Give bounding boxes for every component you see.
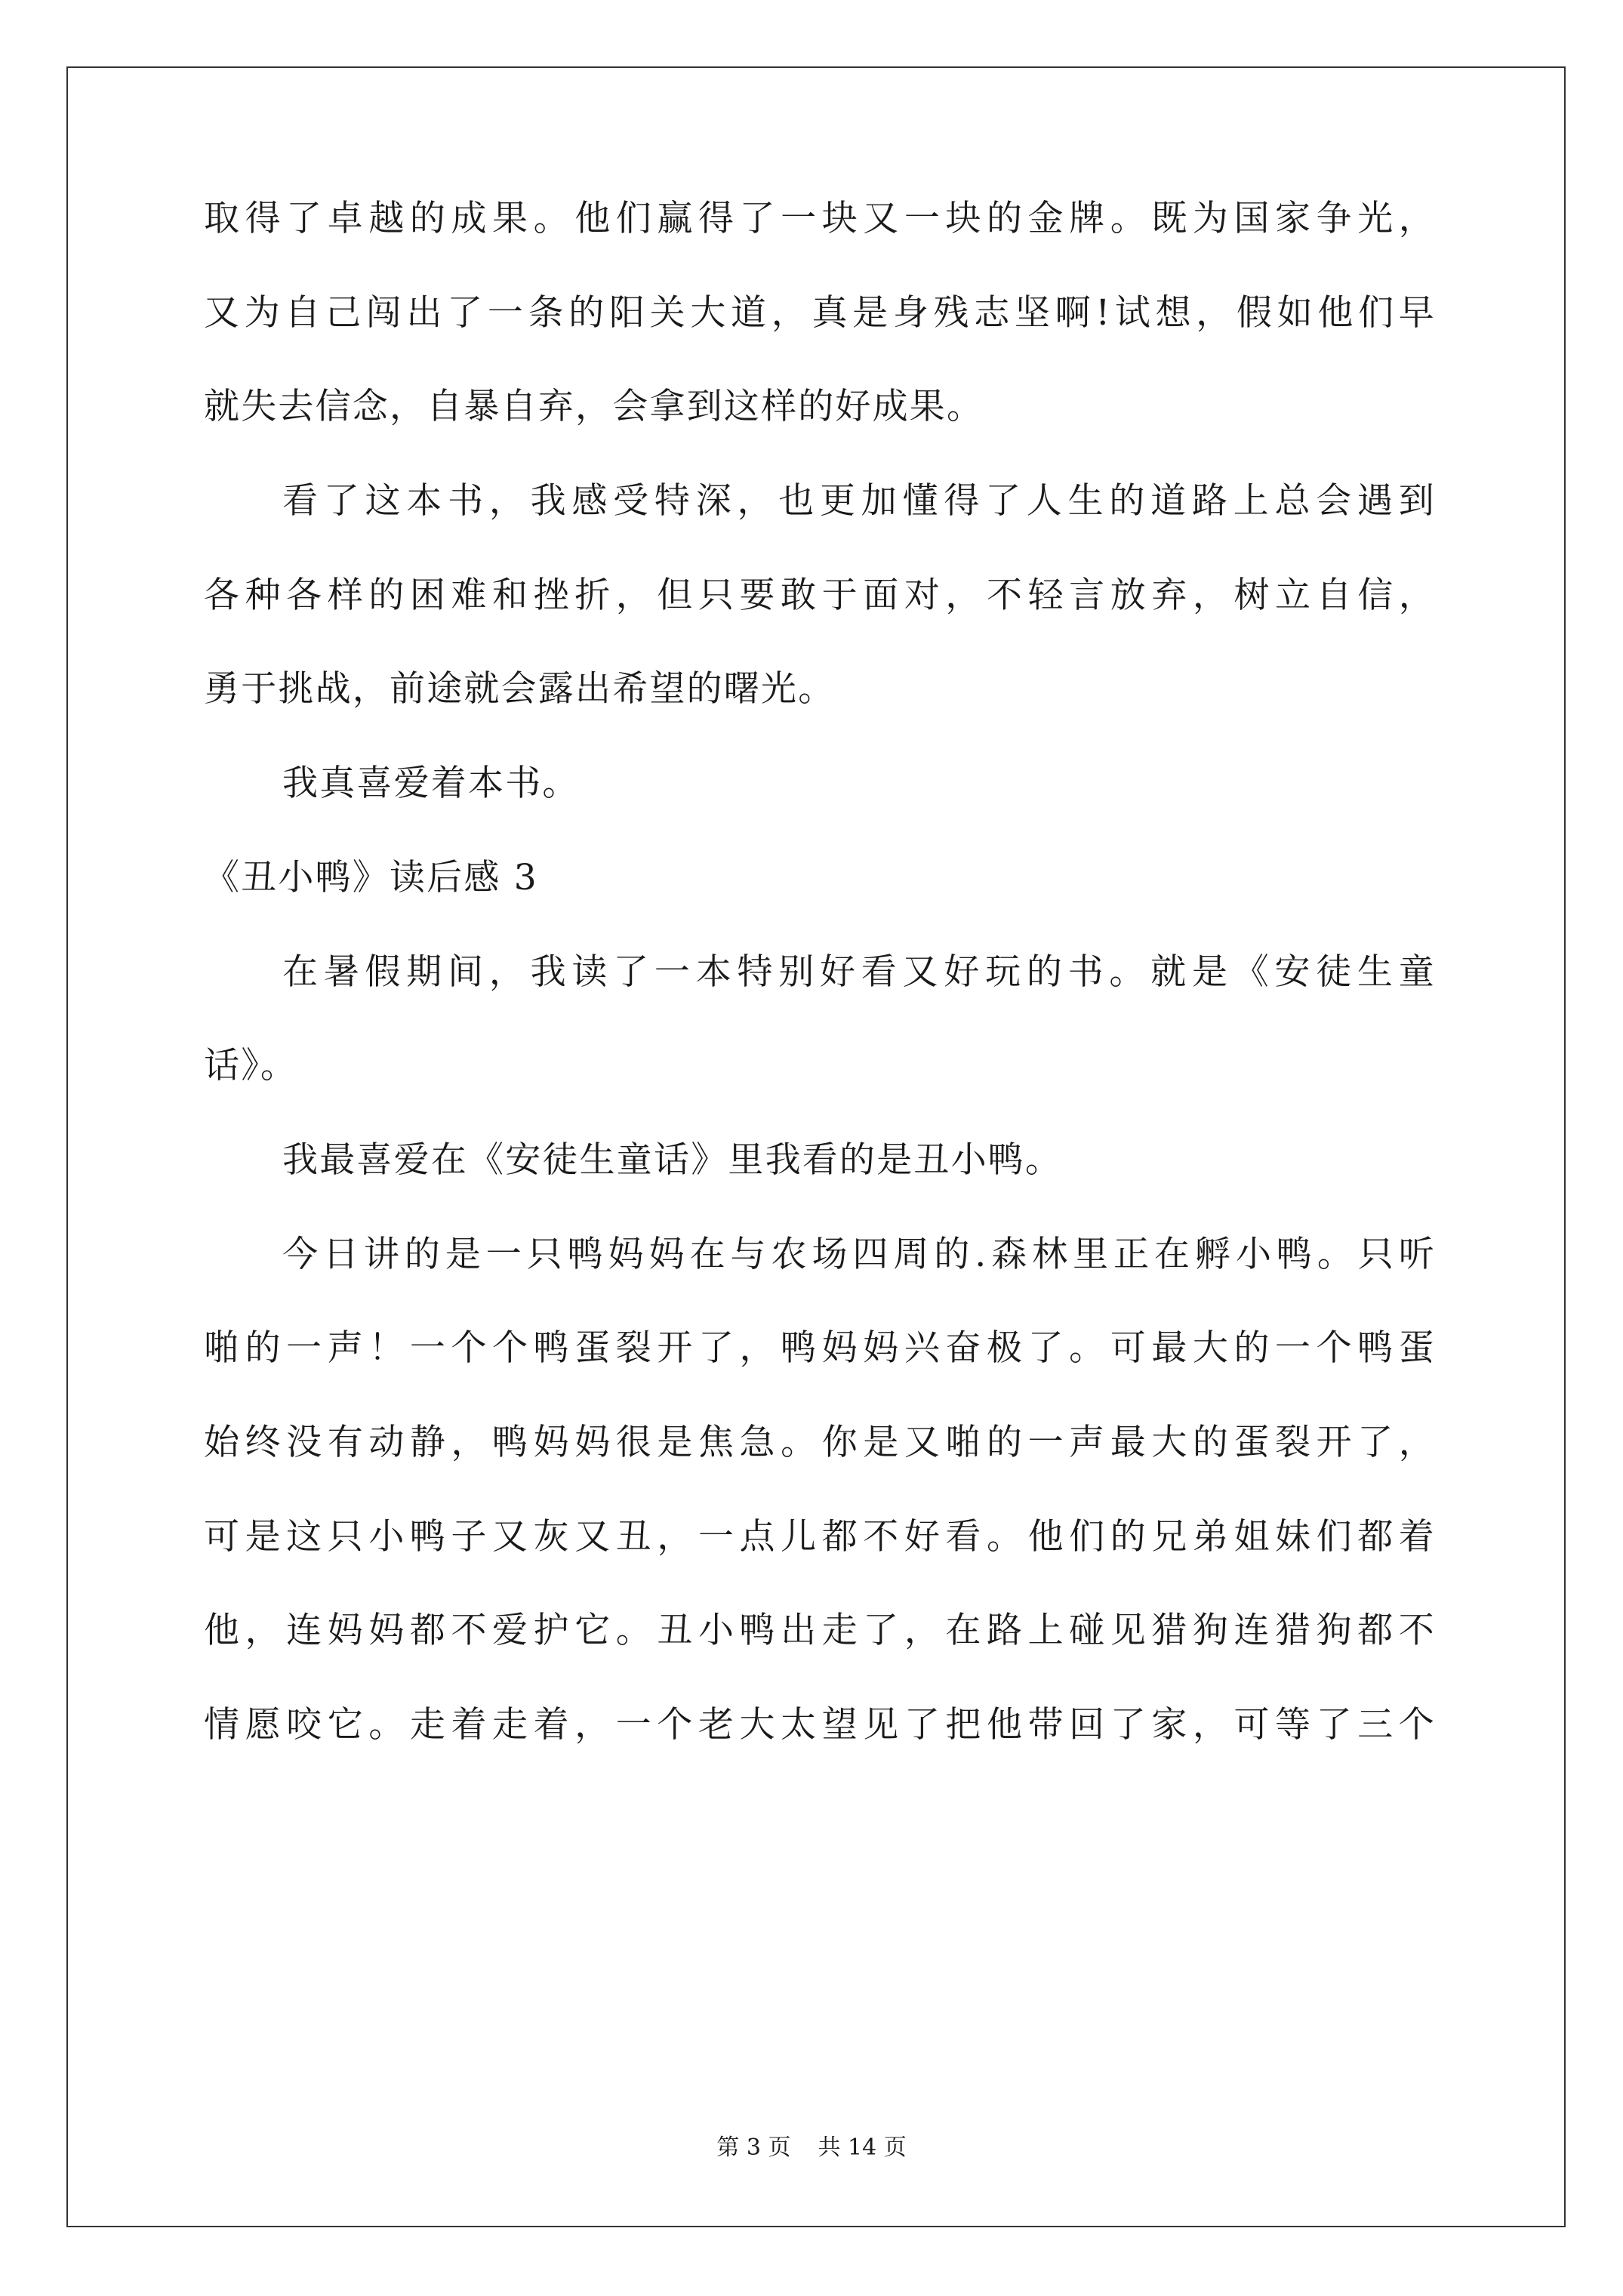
text-line: 各种各样的困难和挫折，但只要敢于面对，不轻言放弃，树立自信， bbox=[204, 574, 1436, 616]
text-line: 话》。 bbox=[204, 1045, 298, 1087]
page-total: 共 14 页 bbox=[818, 2134, 907, 2161]
section-heading: 《丑小鸭》读后感 3 bbox=[204, 856, 538, 898]
text-line: 又为自己闯出了一条的阳关大道，真是身残志坚啊!试想，假如他们早 bbox=[204, 291, 1436, 334]
text-line: 今日讲的是一只鸭妈妈在与农场四周的.森林里正在孵小鸭。只听 bbox=[282, 1233, 1436, 1275]
text-line: 取得了卓越的成果。他们赢得了一块又一块的金牌。既为国家争光， bbox=[204, 198, 1436, 239]
text-line: 啪的一声！一个个鸭蛋裂开了，鸭妈妈兴奋极了。可最大的一个鸭蛋 bbox=[204, 1327, 1436, 1370]
page-footer bbox=[0, 2134, 1623, 2161]
text-line: 在暑假期间，我读了一本特别好看又好玩的书。就是《安徒生童 bbox=[282, 951, 1436, 993]
text-line: 我最喜爱在《安徒生童话》里我看的是丑小鸭。 bbox=[282, 1139, 1063, 1181]
text-line: 他，连妈妈都不爱护它。丑小鸭出走了，在路上碰见猎狗连猎狗都不 bbox=[204, 1610, 1436, 1652]
text-line: 勇于挑战，前途就会露出希望的曙光。 bbox=[204, 668, 836, 710]
text-line: 就失去信念，自暴自弃，会拿到这样的好成果。 bbox=[204, 386, 984, 428]
text-line: 看了这本书，我感受特深，也更加懂得了人生的道路上总会遇到 bbox=[282, 480, 1436, 522]
page-number: 第 3 页 bbox=[716, 2134, 791, 2161]
text-line: 我真喜爱着本书。 bbox=[282, 763, 580, 805]
text-line: 始终没有动静，鸭妈妈很是焦急。你是又啪的一声最大的蛋裂开了， bbox=[204, 1421, 1436, 1463]
text-line: 情愿咬它。走着走着，一个老大太望见了把他带回了家，可等了三个 bbox=[204, 1704, 1436, 1746]
document-body bbox=[204, 198, 1436, 1801]
text-line: 可是这只小鸭子又灰又丑，一点儿都不好看。他们的兄弟姐妹们都着 bbox=[204, 1515, 1436, 1558]
